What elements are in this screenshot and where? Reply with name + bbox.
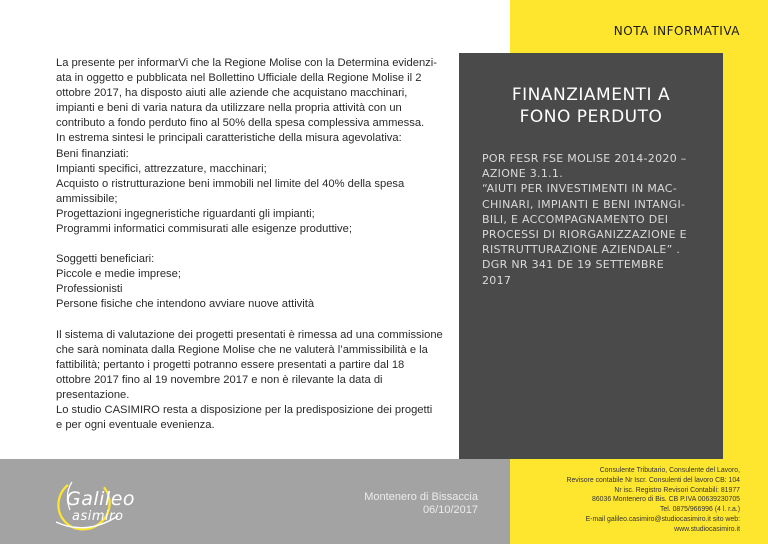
place-date [364, 491, 478, 517]
header-label: NOTA INFORMATIVA [613, 24, 740, 38]
panel-title-line: FONO PERDUTO [519, 107, 663, 127]
paragraph-gap [56, 313, 446, 328]
contact-line: Revisore contabile Nr Iscr. Consulenti del lavoro CB: 104 [566, 476, 740, 484]
logo-word-casimiro: asimiro [72, 509, 124, 524]
body-line: Beni finanziati: [56, 147, 129, 160]
panel-body-line: AZIONE 3.1.1. [482, 167, 564, 181]
contact-line: Tel. 0875/966996 (4 l. r.a.) [659, 506, 740, 514]
panel-body-line: PROCESSI DI RIORGANIZZAZIONE E [482, 228, 687, 242]
body-line: ammissibile; [56, 192, 118, 205]
contact-line: Nr isc. Registro Revisori Contabili: 81977 [614, 486, 740, 494]
place-text: Montenero di Bissaccia [364, 491, 478, 503]
panel-body-line: RISTRUTTURAZIONE AZIENDALE” . [482, 243, 681, 257]
body-line: Acquisto o ristrutturazione beni immobili nel limite del 40% della spesa [56, 177, 405, 190]
body-line: Impianti specifici, attrezzature, macchinari; [56, 162, 267, 175]
body-line: La presente per informarVi che la Regione Molise con la Determina evidenzi- [56, 57, 437, 69]
panel-body-line: POR FESR FSE MOLISE 2014-2020 – [482, 152, 687, 165]
body-line: Lo studio CASIMIRO resta a disposizione per la predisposizione dei progetti [56, 403, 433, 416]
body-line: e per ogni eventuale evenienza. [56, 419, 215, 432]
body-line: Il sistema di valutazione dei progetti presentati è rimessa ad una commissione [56, 328, 443, 341]
contact-line: E-mail galileo.casimiro@studiocasimiro.it sito web: [585, 515, 740, 523]
body-line: In estrema sintesi le principali caratteristiche della misura agevolativa: [56, 132, 402, 145]
body-line: ottobre 2017 fino al 19 novembre 2017 e non è rilevante la data di [56, 373, 383, 386]
body-line: Progettazioni ingegneristiche riguardanti gli impianti; [56, 207, 315, 220]
body-line: presentazione. [56, 388, 130, 401]
body-line: impianti e beni di varia natura da utilizzare nella propria attività con un [56, 102, 402, 115]
body-text [56, 56, 446, 433]
contact-line: Consulente Tributario, Consulente del Lavoro, [599, 467, 740, 474]
panel-body-line: 2017 [482, 273, 512, 287]
contact-info [500, 466, 740, 535]
panel-body-line: BILI, E ACCOMPAGNAMENTO DEI [482, 212, 669, 226]
contact-line: 86036 Montenero di Bis. CB P.IVA 00639230705 [591, 496, 740, 504]
body-line: che sarà nominata dalla Regione Molise che ne valuterà l’ammissibilità e la [56, 343, 428, 356]
paragraph-gap [56, 237, 446, 252]
panel-title [459, 84, 723, 128]
panel-body [482, 151, 702, 288]
title-panel [459, 53, 723, 459]
body-line: Professionisti [56, 283, 123, 296]
panel-body-line: DGR NR 341 DE 19 SETTEMBRE [482, 258, 664, 272]
panel-body-line: CHINARI, IMPIANTI E BENI INTANGI- [482, 197, 686, 211]
body-line: Piccole e medie imprese; [56, 268, 181, 281]
body-line: ata in oggetto e pubblicata nel Bollettino Ufficiale della Regione Molise il 2 [56, 72, 422, 85]
logo-word-galileo: Galileo [66, 488, 136, 510]
body-line: ottobre 2017, ha disposto aiuti alle aziende che acquistano macchinari, [56, 87, 408, 100]
body-line: Programmi informatici commisurati alle esigenze produttive; [56, 223, 352, 236]
website-link[interactable]: www.studiocasimiro.it [674, 525, 740, 533]
body-line: Persone fisiche che intendono avviare nuove attività [56, 298, 315, 311]
date-text: 06/10/2017 [422, 504, 478, 516]
body-line: contributo a fondo perduto fino al 50% della spesa complessiva ammessa. [56, 117, 425, 130]
panel-title-line: FINANZIAMENTI A [511, 85, 671, 105]
body-line: fattibilità; pertanto i progetti potranno essere presentati a partire dal 18 [56, 358, 405, 371]
panel-body-line: “AIUTI PER INVESTIMENTI IN MAC- [482, 182, 678, 196]
body-line: Soggetti beneficiari: [56, 253, 155, 266]
